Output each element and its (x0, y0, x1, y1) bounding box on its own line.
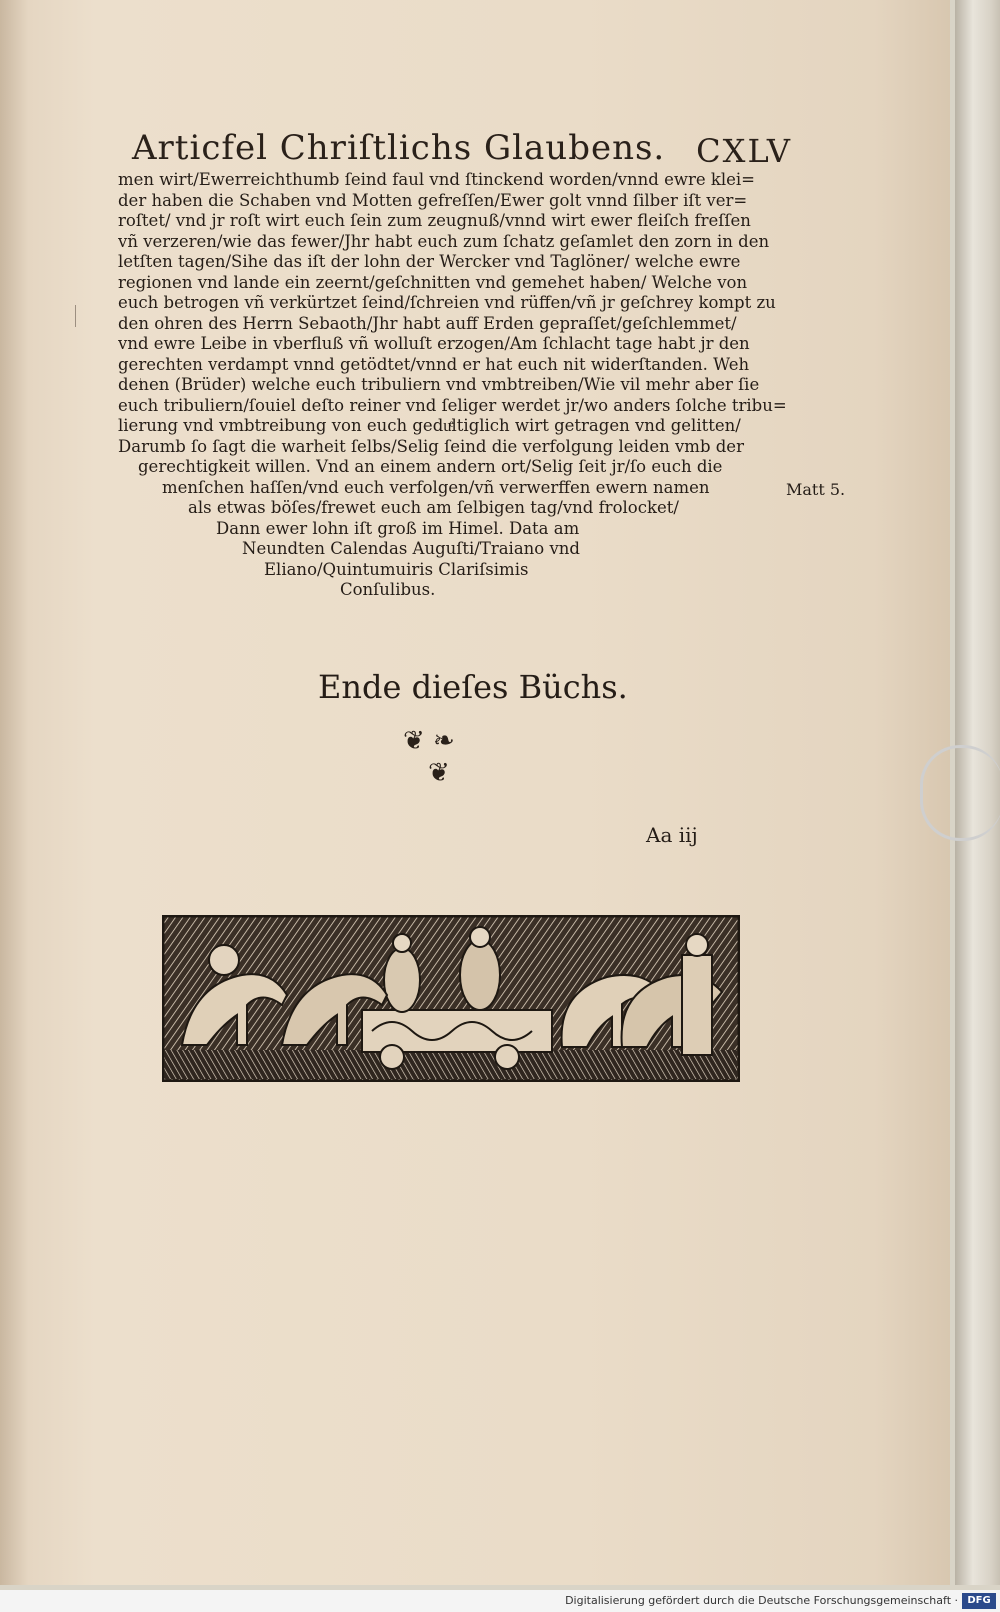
text-line: vnd ewre Leibe in vberfluß vñ wolluſt erzogen/Am ſchlacht tage habt jr den (118, 334, 750, 353)
text-line: als etwas böſes/frewet euch am ſelbigen tag/vnd frolocket/ (188, 498, 679, 517)
text-line: menſchen haſſen/vnd euch verfolgen/vñ verwerffen ewern namen (162, 477, 710, 497)
margin-note: Matt 5. (786, 480, 846, 499)
body-text-block (118, 170, 808, 601)
text-line: Conſulibus. (340, 580, 436, 599)
dfg-logo: DFG (962, 1593, 996, 1609)
text-line: Dann ewer lohn iſt groß im Himel. Data am (216, 518, 580, 538)
folio-number: CXLV (696, 132, 792, 170)
text-line: Darumb ſo ſagt die warheit ſelbs/Selig ſeind die verfolgung leiden vmb der (118, 436, 744, 456)
text-line: letſten tagen/Sihe das iſt der lohn der Wercker vnd Taglöner/ welche ewre (118, 252, 741, 271)
running-title: Articfel Chriſtlichs Glaubens. (132, 128, 666, 168)
text-line: euch betrogen vñ verkürtzet ſeind/ſchreien vnd rüffen/vñ jr geſchrey kompt zu (118, 293, 776, 312)
funding-credit: Digitalisierung gefördert durch die Deutsche Forschungsgemeinschaft · (565, 1594, 958, 1607)
text-line: gerechtigkeit willen. Vnd an einem andern ort/Selig ſeit jr/ſo euch die (138, 457, 723, 476)
fleuron-ornament-icon: ❦ ❧ (403, 726, 455, 756)
text-line: euch tribuliern/ſouiel deſto reiner vnd ſeliger werdet jr/wo anders ſolche tribu= (118, 395, 787, 415)
text-line: der haben die Schaben vnd Motten gefreſſen/Ewer golt vnnd ſilber iſt ver= (118, 190, 748, 210)
fleuron-ornament-icon: ❦ (428, 758, 450, 788)
end-title: Ende dieſes Büchs. (318, 668, 628, 706)
text-line: vñ verzeren/wie das fewer/Jhr habt euch zum ſchatz geſamlet den zorn in den (118, 231, 770, 251)
text-line: den ohren des Herrn Sebaoth/Jhr habt auff Erden gepraſſet/geſchlemmet/ (118, 313, 737, 333)
footer-bar (0, 1590, 1000, 1612)
text-line: Neundten Calendas Auguſti/Traiano vnd (242, 539, 580, 558)
text-line: regionen vnd lande ein zeernt/geſchnitten vnd gemehet haben/ Welche von (118, 272, 748, 292)
text-line: roſtet/ vnd jr roſt wirt euch ſein zum zeugnuß/vnnd wirt ewer fleiſch freſſen (118, 211, 751, 230)
signature-mark: Aa iij (646, 823, 698, 847)
paper-mark (75, 305, 76, 327)
text-line: Eliano/Quintumuiris Clariſsimis (264, 559, 529, 579)
text-line: lierung vnd vmbtreibung von euch geduͤltiglich wirt getragen vnd gelitten/ (118, 416, 741, 435)
text-line: denen (Brüder) welche euch tribuliern vnd vmbtreiben/Wie vil mehr aber ſie (118, 375, 760, 394)
text-line: men wirt/Ewerreichthumb ſeind faul vnd ſtinckend worden/vnnd ewre klei= (118, 170, 755, 189)
text-line: gerechten verdampt vnnd getödtet/vnnd er hat euch nit widerſtanden. Weh (118, 354, 750, 374)
woodcut-illustration (162, 915, 740, 1082)
paper-clip (920, 745, 1000, 841)
